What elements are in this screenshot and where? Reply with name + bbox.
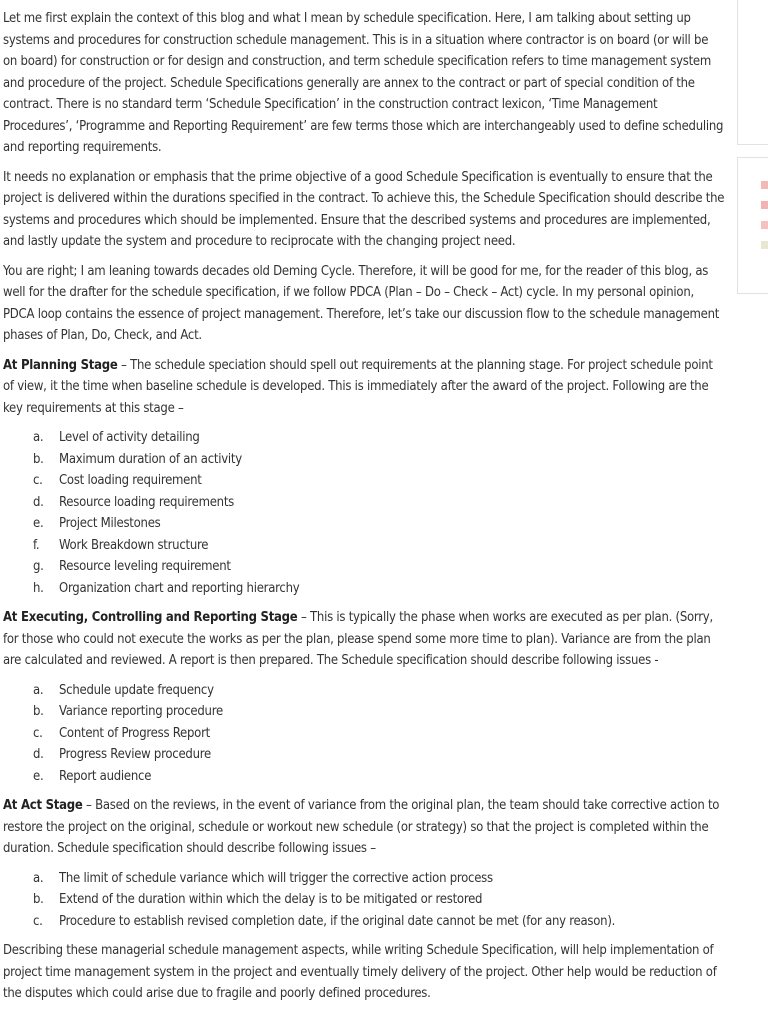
act-stage-text: – Based on the reviews, in the event of variance from the original plan, the team should take corrective action to restore the project on the original, schedule or workout new schedule (or strategy) so that the project is completed within the duration. Schedule specification should describe following issues – <box>3 798 720 856</box>
blog-article <box>3 8 725 1013</box>
sidebar-accent-mark <box>761 221 768 229</box>
list-item-text: Report audience <box>59 768 152 784</box>
executing-stage-text: – This is typically the phase when works are executed as per plan. (Sorry, for those who could not execute the works as per the plan, please spend some more time to plan). Variance are from the plan are calculated and reviewed. A report is then prepared. The Schedule specification should describe following issues - <box>3 610 713 668</box>
list-marker: d. <box>33 494 44 510</box>
list-marker: e. <box>33 516 44 531</box>
act-stage-paragraph <box>3 795 725 860</box>
list-marker: b. <box>33 451 44 467</box>
list-item-text: Resource loading requirements <box>59 494 235 510</box>
list-marker: g. <box>33 559 44 574</box>
list-marker: a. <box>33 430 44 445</box>
list-item-text: Project Milestones <box>59 516 161 531</box>
list-item <box>3 470 725 492</box>
list-item <box>3 535 725 557</box>
sidebar-accent-mark <box>761 241 768 249</box>
pdca-paragraph: You are right; I am leaning towards decades old Deming Cycle. Therefore, it will be good for me, for the reader of this blog, as well for the drafter for the schedule specification, if we follow PDCA (Plan – Do – Check – Act) cycle. In my personal opinion, PDCA loop contains the essence of project management. Therefore, let’s take our discussion flow to the schedule management phases of Plan, Do, Check, and Act. <box>3 263 720 343</box>
list-item <box>3 513 725 535</box>
list-item-text: Progress Review procedure <box>59 747 211 762</box>
list-item <box>3 701 725 723</box>
act-stage-heading: At Act Stage <box>3 798 83 813</box>
list-marker: b. <box>33 704 44 719</box>
list-item-text: Organization chart and reporting hierarchy <box>59 580 300 596</box>
planning-stage-heading: At Planning Stage <box>3 357 118 373</box>
list-marker: f. <box>33 537 40 553</box>
closing-paragraph: Describing these managerial schedule management aspects, while writing Schedule Specification, will help implementation of project time management system in the project and eventually timely delivery of the project. Other help would be reduction of the disputes which could arise due to fragile and poorly defined procedures. <box>3 943 717 1001</box>
list-item-text: Variance reporting procedure <box>59 704 223 719</box>
list-item <box>3 868 725 890</box>
list-item-text: Content of Progress Report <box>59 725 210 741</box>
list-marker: a. <box>33 682 44 698</box>
list-item <box>3 889 725 911</box>
list-marker: c. <box>33 913 43 929</box>
list-item <box>3 680 725 702</box>
list-item <box>3 578 725 600</box>
list-marker: b. <box>33 892 44 907</box>
list-item <box>3 911 725 933</box>
list-item-text: Level of activity detailing <box>59 430 200 445</box>
list-item <box>3 744 725 766</box>
list-marker: a. <box>33 870 44 886</box>
executing-stage-heading: At Executing, Controlling and Reporting Stage <box>3 610 298 625</box>
executing-issues-list <box>3 680 725 788</box>
act-issues-list <box>3 868 725 933</box>
list-item-text: Cost loading requirement <box>59 473 202 488</box>
list-marker: h. <box>33 580 44 596</box>
list-item-text: Work Breakdown structure <box>59 537 209 553</box>
list-item <box>3 556 725 578</box>
sidebar-accent-mark <box>761 201 768 209</box>
list-item <box>3 449 725 471</box>
list-item <box>3 766 725 788</box>
list-marker: c. <box>33 725 43 741</box>
list-item-text: Extend of the duration within which the delay is to be mitigated or restored <box>59 892 483 907</box>
sidebar-widget <box>737 0 768 145</box>
list-item <box>3 723 725 745</box>
list-item-text: Procedure to establish revised completion date, if the original date cannot be met (for any reason). <box>59 913 616 929</box>
list-item <box>3 492 725 514</box>
list-marker: d. <box>33 747 44 762</box>
planning-stage-paragraph <box>3 355 725 420</box>
list-marker: c. <box>33 473 43 488</box>
sidebar-accent-mark <box>761 181 768 189</box>
planning-requirements-list <box>3 427 725 599</box>
list-item-text: The limit of schedule variance which will trigger the corrective action process <box>59 870 493 886</box>
planning-stage-text: – The schedule speciation should spell out requirements at the planning stage. For project schedule point of view, it the time when baseline schedule is developed. This is immediately after the award of the project. Following are the key requirements at this stage – <box>3 357 713 416</box>
list-item-text: Maximum duration of an activity <box>59 451 242 467</box>
executing-stage-paragraph <box>3 607 725 672</box>
list-item-text: Resource leveling requirement <box>59 559 231 574</box>
list-marker: e. <box>33 768 44 784</box>
objective-paragraph: It needs no explanation or emphasis that the prime objective of a good Schedule Specification is eventually to ensure that the project is delivered within the durations specified in the contract. To achieve this, the Schedule Specification should describe the systems and procedures which should be implemented. Ensure that the described systems and procedures are implemented, and lastly update the system and procedure to reciprocate with the changing project need. <box>3 169 725 249</box>
list-item-text: Schedule update frequency <box>59 682 214 698</box>
list-item <box>3 427 725 449</box>
intro-paragraph: Let me first explain the context of this blog and what I mean by schedule specification. Here, I am talking about setting up systems and procedures for construction schedule management. This is in a situation where contractor is on board (or will be on board) for construction or for design and construction, and term schedule specification refers to time management system and procedure of the project. Schedule Specifications generally are annex to the contract or part of special condition of the contract. There is no standard term ‘Schedule Specification’ in the construction contract lexicon, ‘Time Management Procedures’, ‘Programme and Reporting Requirement’ are few terms those which are interchangeably used to define scheduling and reporting requirements. <box>3 11 724 155</box>
